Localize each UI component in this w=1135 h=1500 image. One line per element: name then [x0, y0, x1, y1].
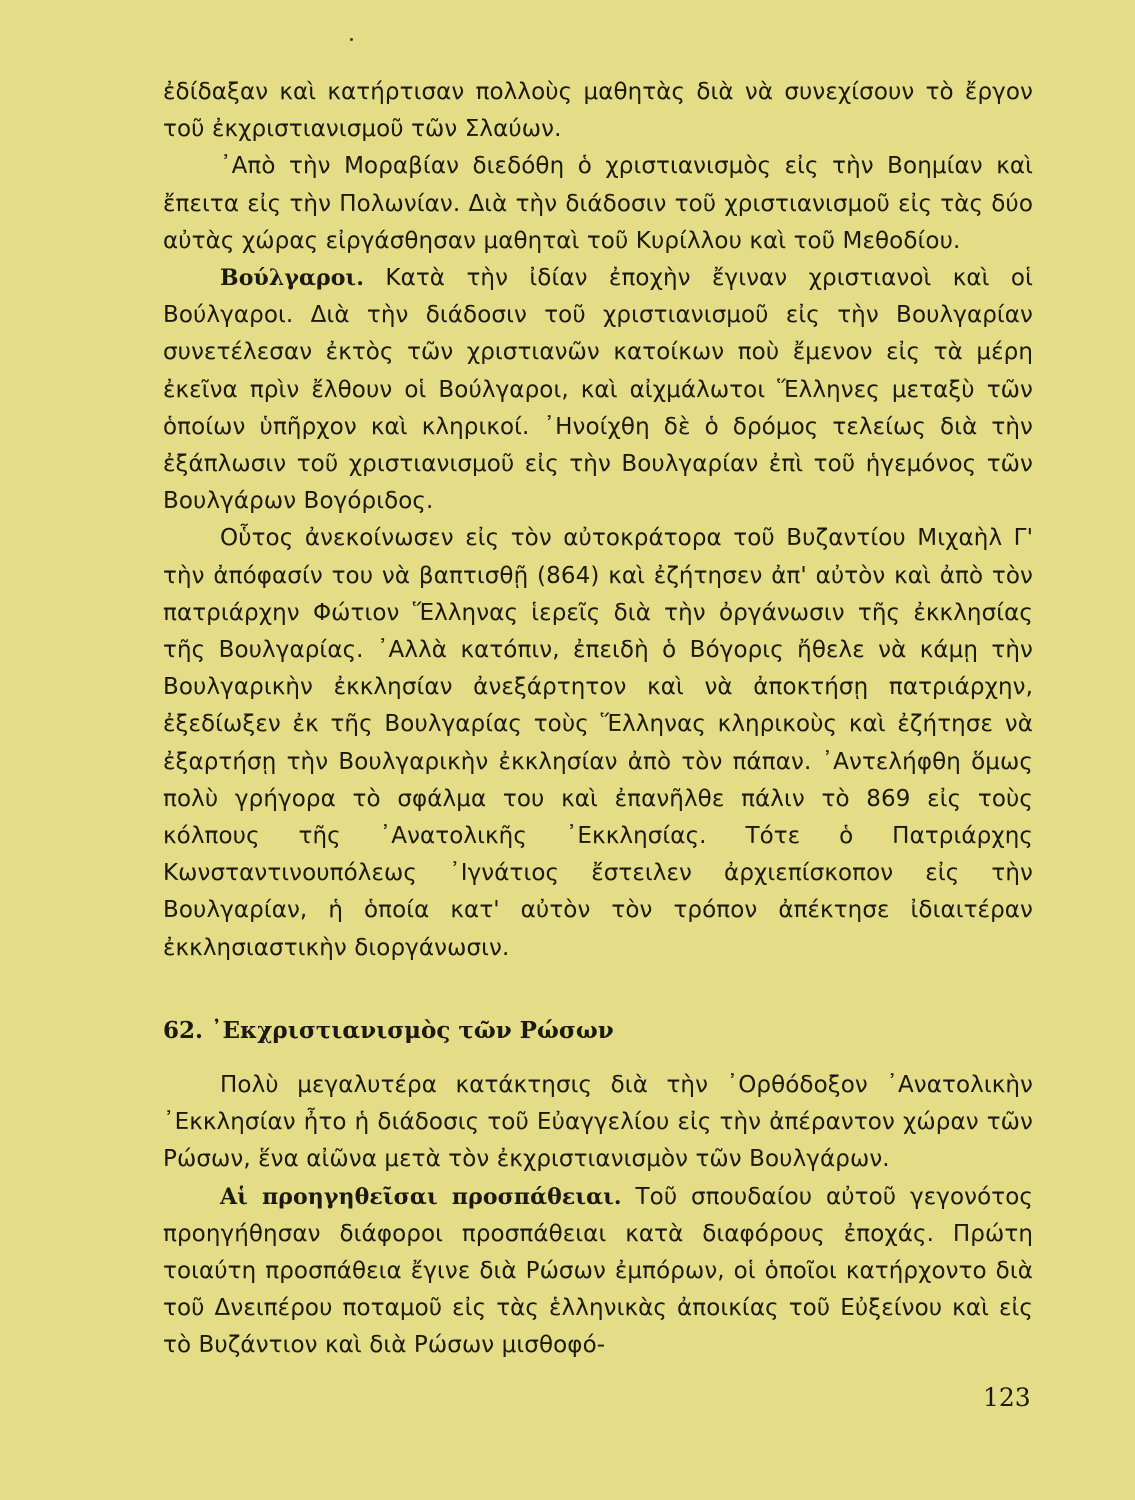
paragraph-body-attempts: Τοῦ σπουδαίου αὐτοῦ γεγονότος προηγήθησαν διάφοροι προσπάθειαι κατὰ διαφόρους ἐποχάς. Πρώτη τοιαύτη προσπάθεια ἔγινε διὰ Ρώσων ἐμπόρων, οἱ ὁποῖοι κατήρχοντο διὰ τοῦ Δνειπέρου ποταμοῦ εἰς τὰς ἑλληνικὰς ἀποικίας τοῦ Εὐξείνου καὶ εἰς τὸ Βυζάντιον καὶ διὰ Ρώσων μισθοφό- — [163, 1183, 1033, 1359]
ink-speck — [350, 38, 353, 41]
paragraph-moravia: ᾿Απὸ τὴν Μοραβίαν διεδόθη ὁ χριστιανισμὸς εἰς τὴν Βοημίαν καὶ ἔπειτα εἰς τὴν Πολωνίαν. Διὰ τὴν διάδοσιν τοῦ χριστιανισμοῦ εἰς τὰς δύο αὐτὰς χώρας εἰργάσθησαν μαθηταὶ τοῦ Κυρίλλου καὶ τοῦ Μεθοδίου. — [163, 153, 1033, 254]
paragraph-bulgarians — [163, 260, 1033, 520]
top-text-block — [163, 74, 1033, 967]
paragraph-lead-bulgarians: Βούλγαροι. — [220, 265, 365, 292]
section-text-block — [163, 1067, 1033, 1365]
paragraph-body-bulgarians: Κατὰ τὴν ἰδίαν ἐποχὴν ἔγιναν χριστιανοὶ καὶ οἱ Βούλγαροι. Διὰ τὴν διάδοσιν τοῦ χριστιανισμοῦ εἰς τὴν Βουλγαρίαν συνετέλεσαν ἐκτὸς τῶν χριστιανῶν κατοίκων ποὺ ἔμενον εἰς τὰ μέρη ἐκεῖνα πρὶν ἔλθουν οἱ Βούλγαροι, καὶ αἰχμάλωτοι Ἕλληνες μεταξὺ τῶν ὁποίων ὑπῆρχον καὶ κληρικοί. ᾿Ηνοίχθη δὲ ὁ δρόμος τελείως διὰ τὴν ἐξάπλωσιν τοῦ χριστιανισμοῦ εἰς τὴν Βουλγαρίαν ἐπὶ τοῦ ἡγεμόνος τῶν Βουλγάρων Βογόριδος. — [163, 265, 1033, 515]
paragraph-lead-attempts: Αἱ προηγηθεῖσαι προσπάθειαι. — [220, 1183, 622, 1210]
page-number: 123 — [983, 1383, 1031, 1412]
paragraph-bogoris: Οὗτος ἀνεκοίνωσεν εἰς τὸν αὐτοκράτορα τοῦ Βυζαντίου Μιχαὴλ Γ' τὴν ἀπόφασίν του νὰ βαπτισθῇ (864) καὶ ἐζήτησεν ἀπ' αὐτὸν καὶ ἀπὸ τὸν πατριάρχην Φώτιον Ἕλληνας ἱερεῖς διὰ τὴν ὀργάνωσιν τῆς ἐκκλησίας τῆς Βουλγαρίας. ᾿Αλλὰ κατόπιν, ἐπειδὴ ὁ Βόγορις ἤθελε νὰ κάμῃ τὴν Βουλγαρικὴν ἐκκλησίαν ἀνεξάρτητον καὶ νὰ ἀποκτήσῃ πατριάρχην, ἐξεδίωξεν ἐκ τῆς Βουλγαρίας τοὺς Ἕλληνας κληρικοὺς καὶ ἐζήτησε νὰ ἐξαρτήσῃ τὴν Βουλγαρικὴν ἐκκλησίαν ἀπὸ τὸν πάπαν. ᾿Αντελήφθη ὅμως πολὺ γρήγορα τὸ σφάλμα του καὶ ἐπανῆλθε πάλιν τὸ 869 εἰς τοὺς κόλπους τῆς ᾿Ανατολικῆς ᾿Εκκλησίας. Τότε ὁ Πατριάρχης Κωνσταντινουπόλεως ᾿Ιγνάτιος ἔστειλεν ἀρχιεπίσκοπον εἰς τὴν Βουλγαρίαν, ἡ ὁποία κατ' αὐτὸν τὸν τρόπον ἀπέκτησε ἰδιαιτέραν ἐκκλησιαστικὴν διοργάνωσιν. — [163, 525, 1033, 961]
paragraph-russians-intro: Πολὺ μεγαλυτέρα κατάκτησις διὰ τὴν ᾿Ορθόδοξον ᾿Ανατολικὴν ᾿Εκκλησίαν ἦτο ἡ διάδοσις τοῦ Εὐαγγελίου εἰς τὴν ἀπέραντον χώραν τῶν Ρώσων, ἕνα αἰῶνα μετὰ τὸν ἐκχριστιανισμὸν τῶν Βουλγάρων. — [163, 1072, 1033, 1173]
section-heading: 62. ᾿Εκχριστιανισμὸς τῶν Ρώσων — [163, 1017, 614, 1044]
paragraph-earlier-attempts — [163, 1179, 1033, 1365]
paragraph-continuation: ἐδίδαξαν καὶ κατήρτισαν πολλοὺς μαθητὰς διὰ νὰ συνεχίσουν τὸ ἔργον τοῦ ἐκχριστιανισμοῦ τῶν Σλαύων. — [163, 79, 1033, 143]
